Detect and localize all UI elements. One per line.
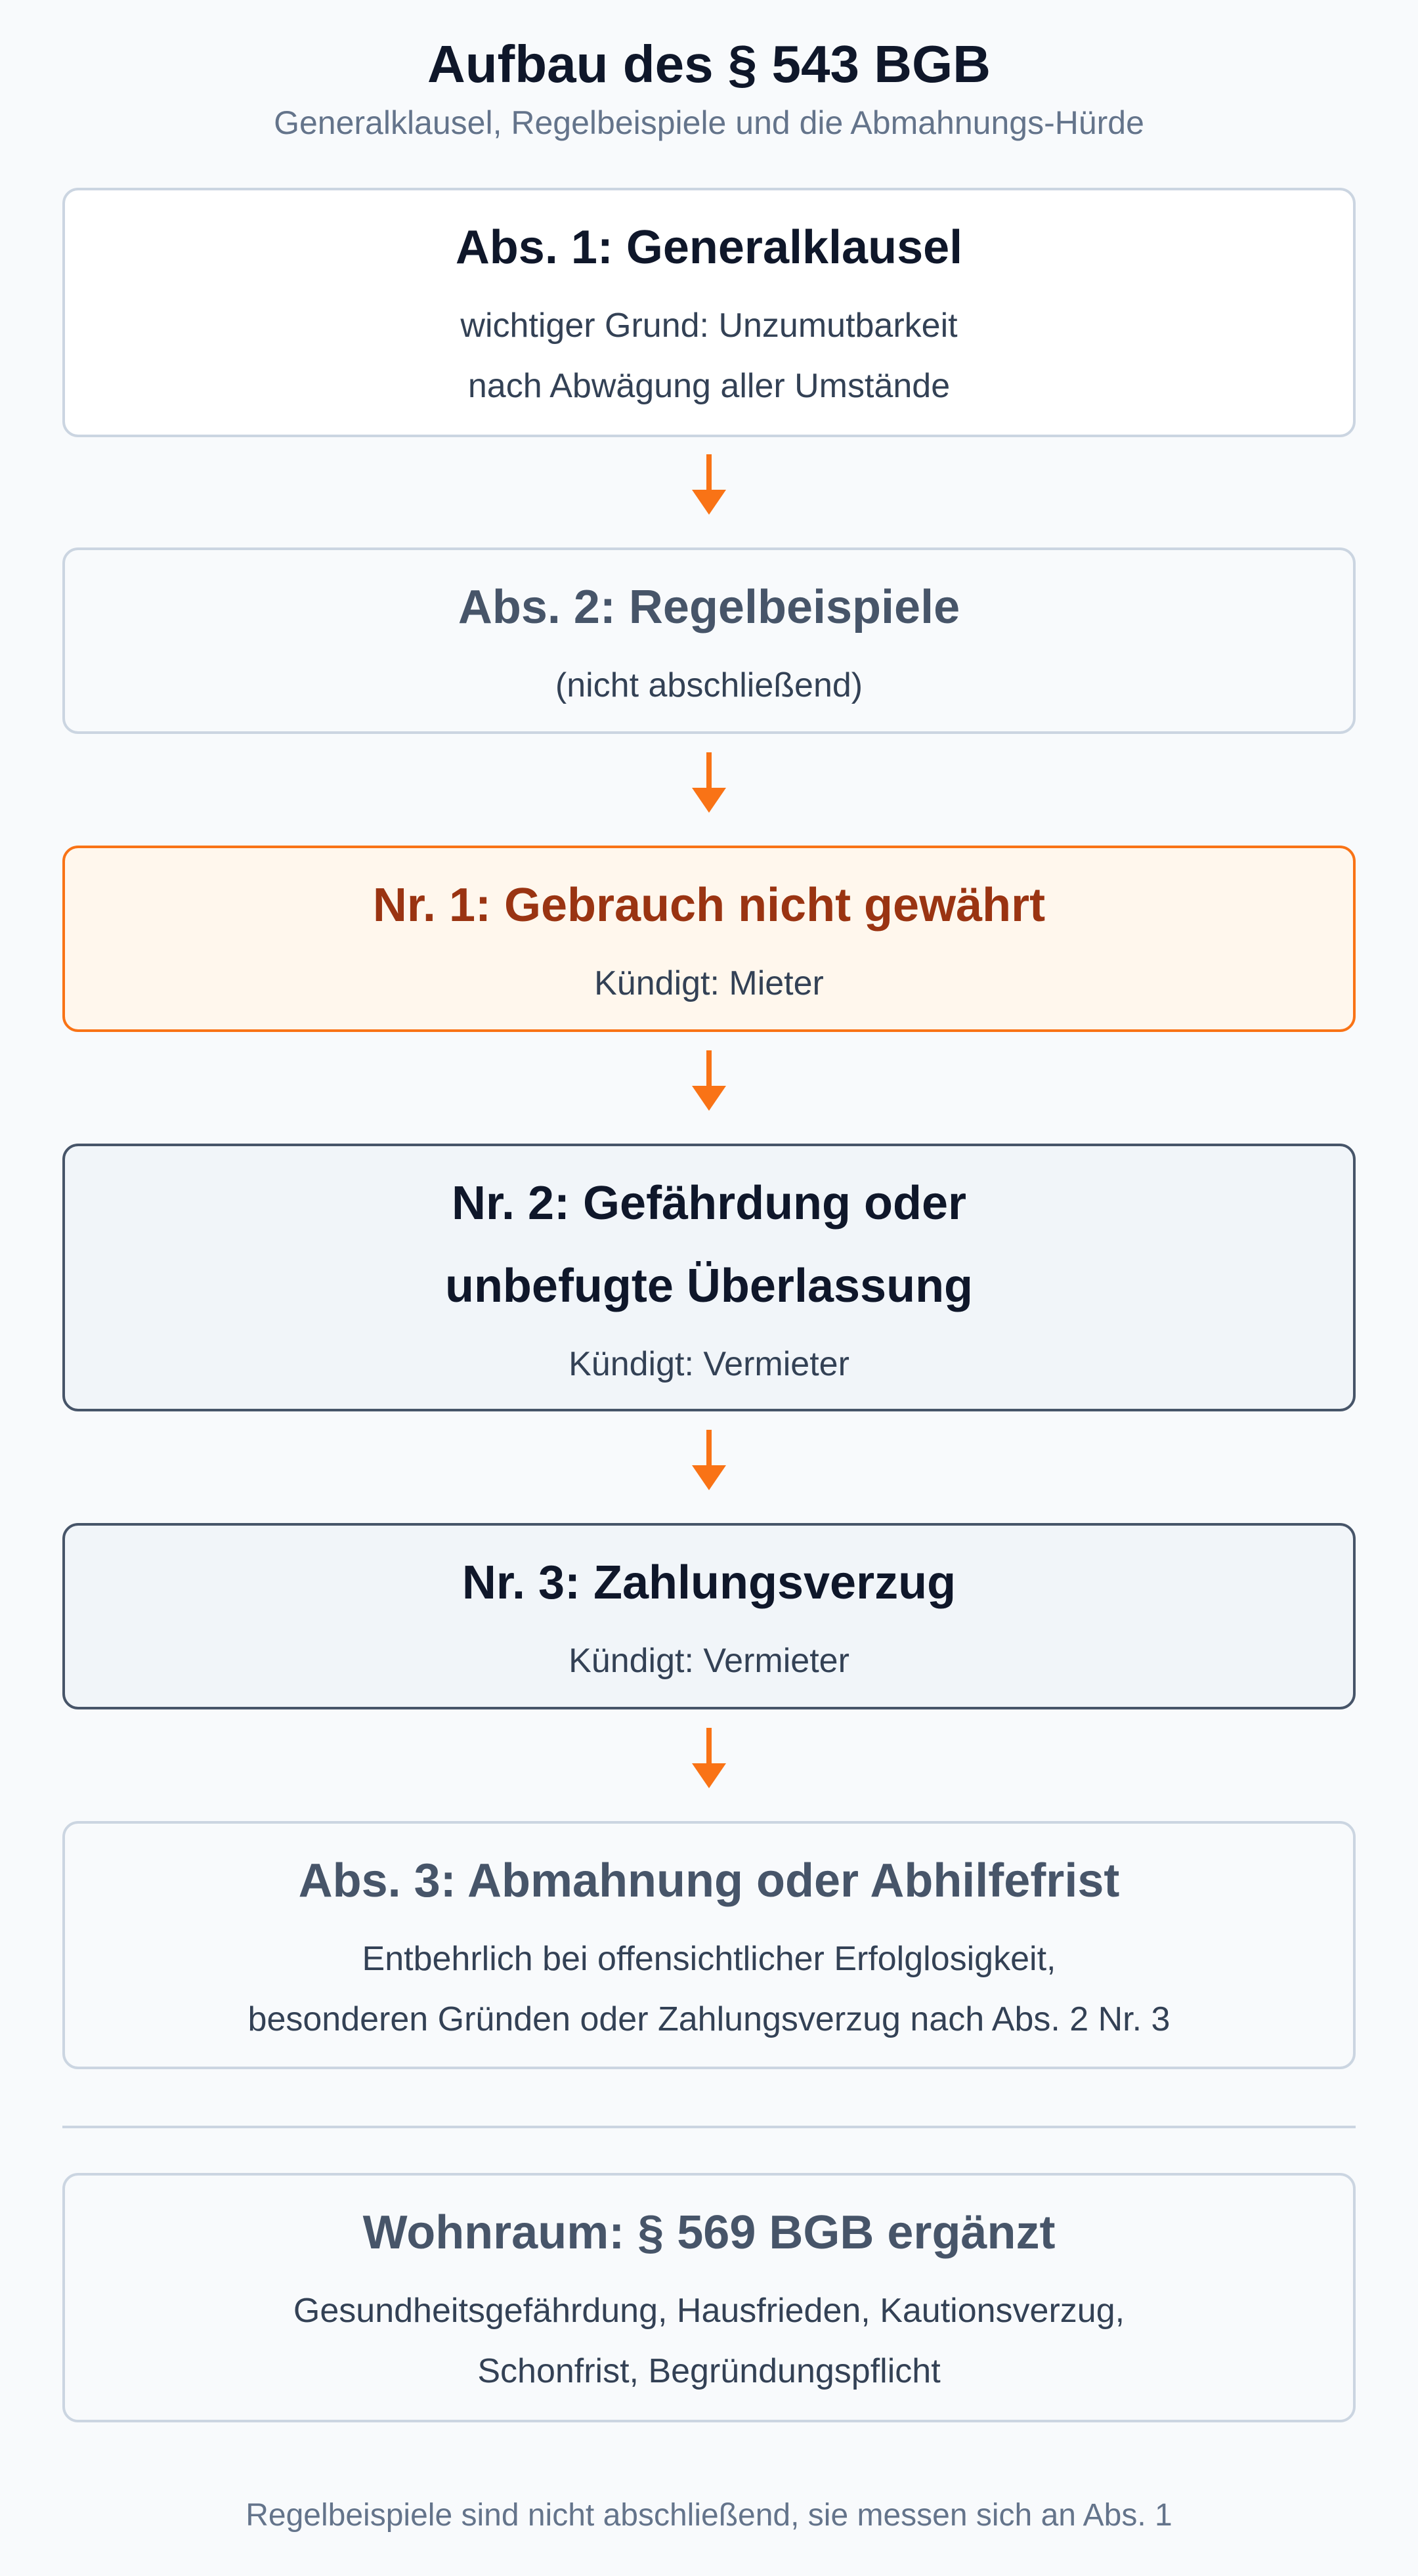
node-heading: unbefugte Überlassung xyxy=(444,1260,974,1312)
node-nr3-zahlungsverzug xyxy=(62,1523,1356,1709)
node-text-line: Kündigt: Vermieter xyxy=(569,1642,849,1680)
node-text-line: wichtiger Grund: Unzumutbarkeit xyxy=(460,307,958,345)
page-subtitle: Generalklausel, Regelbeispiele und die Abmahnungs-Hürde xyxy=(274,104,1144,141)
node-text-line: nach Abwägung aller Umstände xyxy=(467,367,951,405)
arrow-down-icon xyxy=(683,1728,735,1791)
node-heading: Abs. 1: Generalklausel xyxy=(455,221,963,274)
node-nr2-gefaehrdung xyxy=(62,1144,1356,1411)
node-heading: Wohnraum: § 569 BGB ergänzt xyxy=(362,2206,1056,2259)
node-heading: Nr. 3: Zahlungsverzug xyxy=(462,1556,956,1609)
node-text-line: Kündigt: Vermieter xyxy=(569,1345,849,1383)
arrow-down-icon xyxy=(683,1050,735,1113)
node-heading: Nr. 2: Gefährdung oder xyxy=(451,1177,967,1230)
node-abs1-generalklausel xyxy=(62,188,1356,437)
node-heading: Abs. 2: Regelbeispiele xyxy=(458,581,960,633)
node-nr1-gebrauch xyxy=(62,846,1356,1032)
node-heading: Nr. 1: Gebrauch nicht gewährt xyxy=(372,879,1046,932)
footnote: Regelbeispiele sind nicht abschließend, sie messen sich an Abs. 1 xyxy=(246,2498,1172,2533)
arrow-down-icon xyxy=(683,752,735,815)
node-text-line: Gesundheitsgefährdung, Hausfrieden, Kautionsverzug, xyxy=(293,2292,1125,2330)
page-title: Aufbau des § 543 BGB xyxy=(427,35,991,93)
node-text-line: Kündigt: Mieter xyxy=(594,964,824,1002)
node-text-line: Entbehrlich bei offensichtlicher Erfolglosigkeit, xyxy=(362,1940,1056,1978)
node-text-line: besonderen Gründen oder Zahlungsverzug nach Abs. 2 Nr. 3 xyxy=(247,2000,1171,2038)
section-divider xyxy=(62,2126,1356,2128)
node-text-line: (nicht abschließend) xyxy=(555,666,863,704)
node-text-line: Schonfrist, Begründungspflicht xyxy=(477,2352,941,2390)
arrow-down-icon xyxy=(683,1430,735,1493)
node-abs3-abmahnung xyxy=(62,1821,1356,2069)
node-wohnraum-569 xyxy=(62,2173,1356,2422)
arrow-down-icon xyxy=(683,454,735,517)
node-abs2-regelbeispiele xyxy=(62,547,1356,734)
node-heading: Abs. 3: Abmahnung oder Abhilfefrist xyxy=(298,1855,1120,1907)
